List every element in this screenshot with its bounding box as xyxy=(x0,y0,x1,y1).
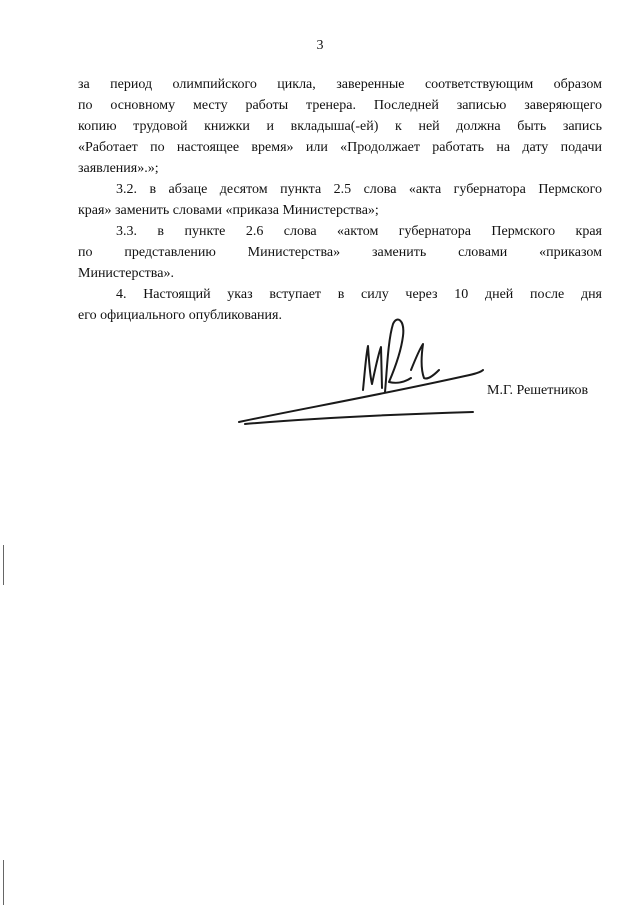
text-line: 3.3. в пункте 2.6 слова «актом губернатора Пермского края xyxy=(116,224,602,239)
paragraph-continuation xyxy=(78,74,602,179)
text-line: «Работает по настоящее время» или «Продолжает работать на дату подачи xyxy=(78,140,602,155)
page-number: 3 xyxy=(316,38,324,53)
signer-name: М.Г. Решетников xyxy=(487,383,589,398)
text-line: копию трудовой книжки и вкладыша(-ей) к ней должна быть запись xyxy=(78,119,602,134)
text-line: за период олимпийского цикла, заверенные соответствующим образом xyxy=(78,77,602,92)
text-line: заявления».»; xyxy=(78,161,159,176)
handwritten-signature xyxy=(235,310,485,430)
text-line: Министерства». xyxy=(78,266,174,281)
text-line: 4. Настоящий указ вступает в силу через 10 дней после дня xyxy=(116,287,602,302)
paragraph-3-2 xyxy=(78,179,602,221)
scan-margin-mark xyxy=(3,545,4,585)
text-line: края» заменить словами «приказа Министерства»; xyxy=(78,203,379,218)
document-body xyxy=(78,74,602,326)
paragraph-3-3 xyxy=(78,221,602,284)
scan-margin-mark xyxy=(3,860,4,905)
text-line: 3.2. в абзаце десятом пункта 2.5 слова «акта губернатора Пермского xyxy=(116,182,602,197)
text-line: по представлению Министерства» заменить словами «приказом xyxy=(78,245,602,260)
text-line: по основному месту работы тренера. Последней записью заверяющего xyxy=(78,98,602,113)
text-line: его официального опубликования. xyxy=(78,308,282,323)
